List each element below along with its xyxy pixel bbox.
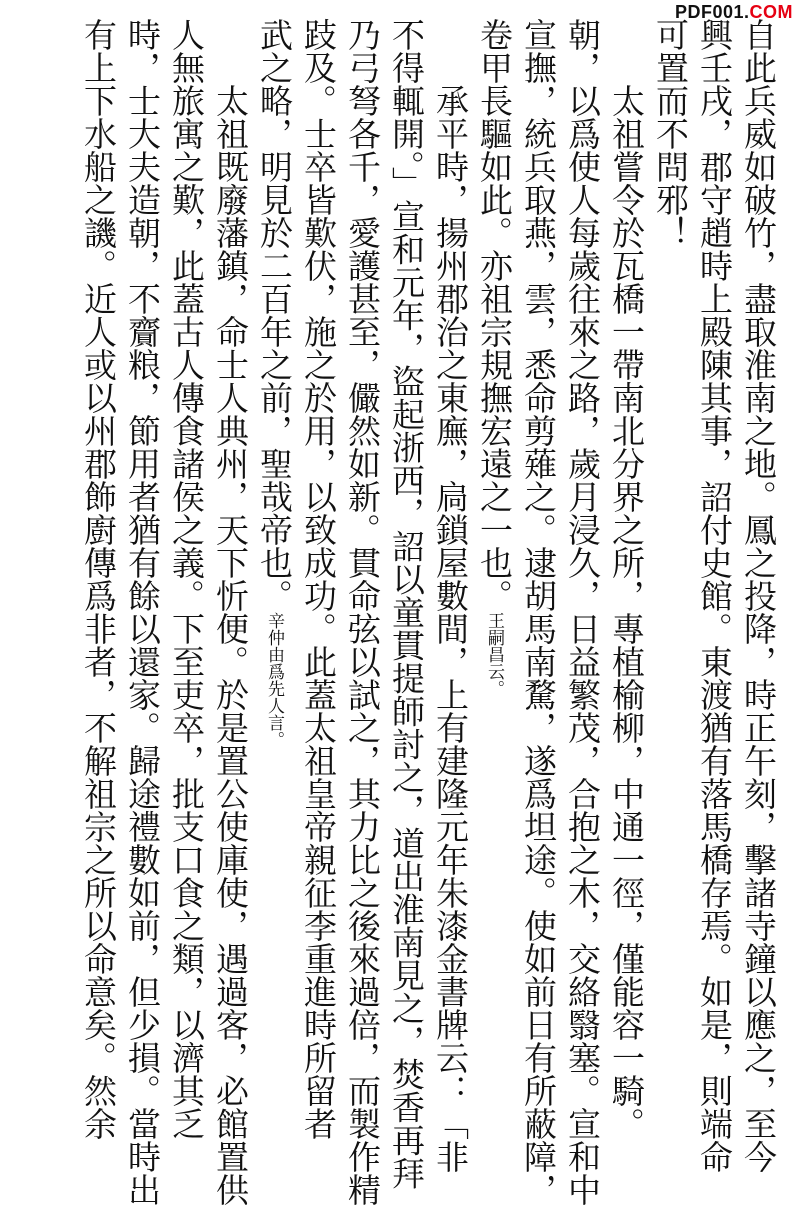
watermark-text: PDF001. — [674, 2, 750, 22]
column-text: 承平時，揚州郡治之東廡，扃鎖屋數間，上有建隆元年朱漆金書牌云：「非 — [431, 84, 470, 1173]
column-text: 太祖嘗令於瓦橋一帶南北分界之所，專植榆柳，中通一徑，僅能容一騎。 — [607, 84, 646, 1140]
text-column-5 — [560, 18, 604, 1206]
column-text: 自此兵威如破竹，盡取淮南之地。鳳之投降，時正午刻，擊諸寺鐘以應之，至今 — [739, 18, 778, 1173]
text-column-12 — [252, 18, 296, 918]
column-text: 可置而不問邪！ — [651, 18, 690, 249]
text-column-13 — [208, 18, 252, 1206]
text-column-3 — [648, 18, 692, 918]
text-column-11 — [296, 18, 340, 1140]
text-column-15 — [120, 18, 164, 1206]
column-text: 不得輒開。」宣和元年，盜起浙西，詔以童貫提師討之，道出淮南見之，焚香再拜 — [387, 18, 426, 1190]
column-text: 太祖既廢藩鎮，命士人典州，天下忻便。於是置公使庫使，遇過客，必館置供 — [211, 84, 250, 1206]
text-column-9 — [384, 18, 428, 1190]
source-note: 辛仲由爲先人言。 — [264, 612, 284, 748]
column-text: 有上下水船之譏。近人或以州郡飾廚傳爲非者，不解祖宗之所以命意矣。然余 — [79, 18, 118, 1140]
text-column-7 — [472, 18, 516, 918]
column-text: 興壬戌，郡守趙時上殿陳其事，詔付史館。東渡猶有落馬橋存焉。如是，則端命 — [695, 18, 734, 1173]
text-column-4 — [604, 18, 648, 1140]
text-column-2 — [692, 18, 736, 1173]
column-text: 朝，以爲使人每歲往來之路，歲月浸久，日益繁茂，合抱之木，交絡翳塞。宣和中 — [563, 18, 602, 1206]
column-text: 跂及。士卒皆歎伏，施之於用，以致成功。此蓋太祖皇帝親征李重進時所留者 — [299, 18, 338, 1140]
text-column-14 — [164, 18, 208, 1140]
text-column-1 — [736, 18, 780, 1173]
column-text: 宣撫，統兵取燕，雲，悉命剪薙之。逮胡馬南騖，遂爲坦途。使如前日有所蔽障， — [519, 18, 558, 1206]
text-column-8 — [428, 18, 472, 1173]
source-note: 王嗣昌云。 — [484, 612, 504, 697]
text-column-16 — [76, 18, 120, 1140]
text-column-6 — [516, 18, 560, 1206]
column-text: 乃弓弩各千，愛護甚至，儼然如新。貫命弦以試之，其力比之後來過倍，而製作精 — [343, 18, 382, 1206]
column-text: 人無旅寓之歎，此蓋古人傳食諸侯之義。下至吏卒，批支口食之類，以濟其乏 — [167, 18, 206, 1140]
text-column-10 — [340, 18, 384, 1206]
column-text: 武之略，明見於二百年之前，聖哉帝也。 — [255, 18, 294, 612]
watermark-domain: COM — [749, 2, 793, 22]
column-text: 卷甲長驅如此。亦祖宗規撫宏遠之一也。 — [475, 18, 514, 612]
column-text: 時，士大夫造朝，不齎粮，節用者猶有餘以還家。歸途禮數如前，但少損。當時出 — [123, 18, 162, 1206]
vertical-text-page — [28, 18, 780, 1206]
